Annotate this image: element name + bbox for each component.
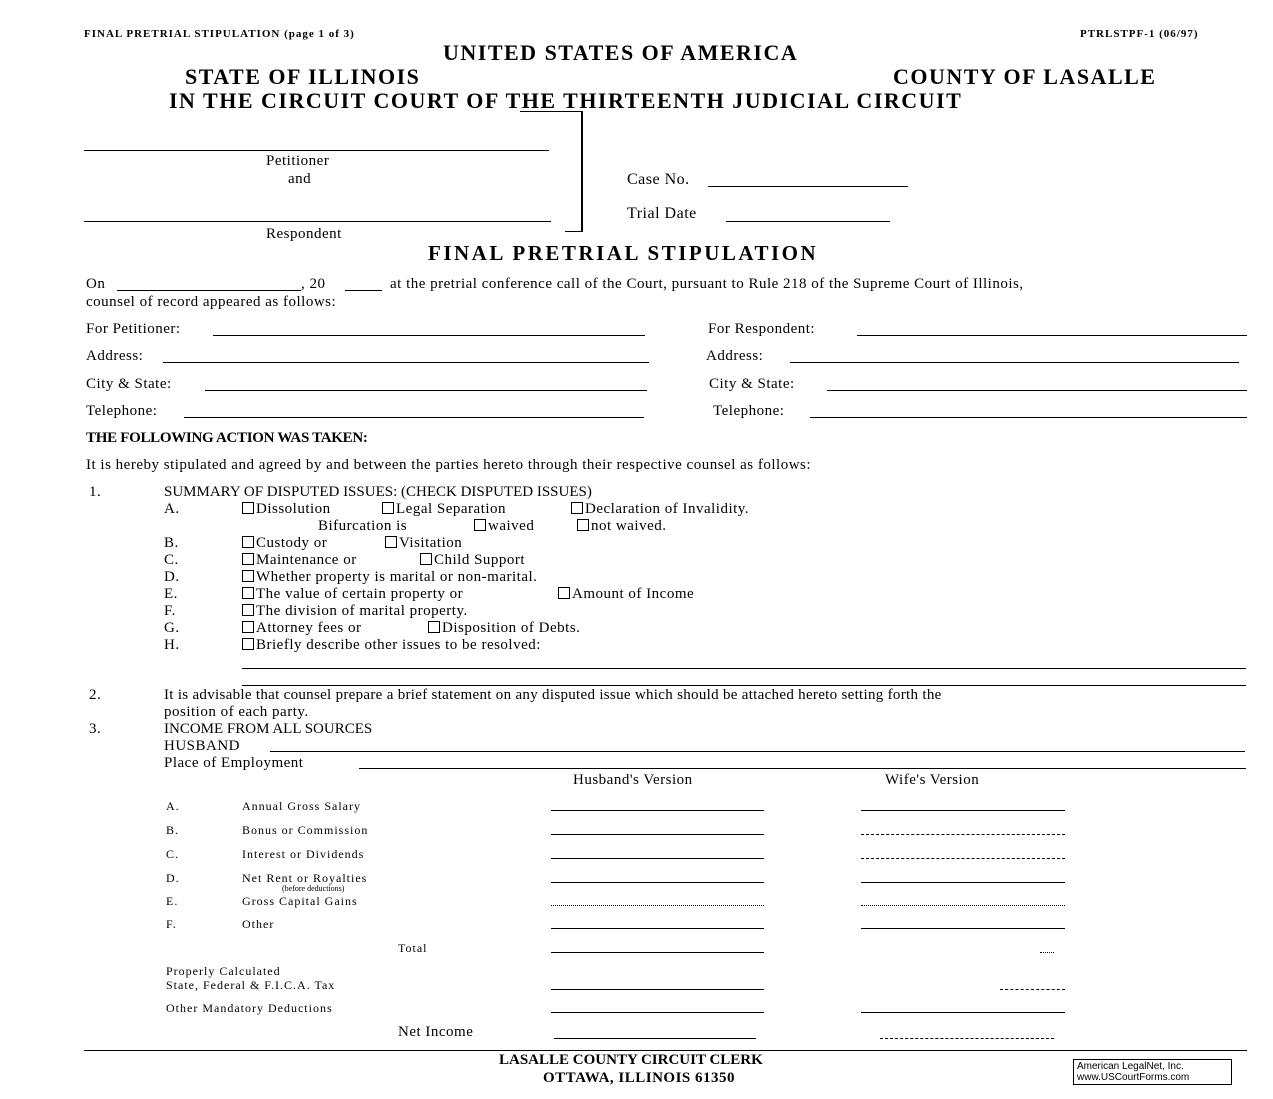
petitioner-label: Petitioner	[266, 153, 330, 169]
husband-label: HUSBAND	[164, 738, 241, 754]
other-mandatory-husband-field[interactable]	[551, 1012, 764, 1013]
legal-separation-option[interactable]: Legal Separation	[382, 501, 506, 518]
petitioner-line[interactable]	[84, 150, 549, 151]
custody-option[interactable]: Custody or	[242, 535, 327, 552]
other-issues-line-2[interactable]	[242, 685, 1246, 686]
county-heading: COUNTY OF LASALLE	[893, 64, 1157, 89]
publisher-badge	[1073, 1059, 1232, 1085]
row-f-wife-field[interactable]	[861, 928, 1065, 929]
amount-of-income-option[interactable]: Amount of Income	[558, 586, 694, 603]
trial-date-label: Trial Date	[627, 205, 697, 222]
checkbox-icon[interactable]	[577, 519, 589, 531]
row-b-label: Bonus or Commission	[242, 823, 369, 837]
checkbox-icon[interactable]	[558, 587, 570, 599]
other-mandatory-wife-field[interactable]	[861, 1012, 1065, 1013]
row-c-label: Interest or Dividends	[242, 847, 365, 861]
husband-field[interactable]	[270, 751, 1245, 752]
letter-a: A.	[164, 501, 180, 517]
intro-on: On	[86, 276, 106, 292]
checkbox-icon[interactable]	[242, 553, 254, 565]
row-a-wife-field[interactable]	[861, 810, 1065, 811]
total-label: Total	[398, 941, 428, 955]
for-respondent-field[interactable]	[857, 335, 1247, 336]
other-mandatory-label: Other Mandatory Deductions	[166, 1001, 333, 1015]
intro-text-2: counsel of record appeared as follows:	[86, 294, 337, 310]
petitioner-city-field[interactable]	[205, 390, 647, 391]
letter-d: D.	[164, 569, 180, 585]
row-f-husband-field[interactable]	[551, 928, 764, 929]
row-a-label: Annual Gross Salary	[242, 799, 361, 813]
publisher-name: American LegalNet, Inc.	[1077, 1061, 1184, 1072]
document-title: FINAL PRETRIAL STIPULATION	[428, 241, 819, 265]
row-b-letter: B.	[166, 823, 180, 837]
footer-clerk: LASALLE COUNTY CIRCUIT CLERK	[499, 1052, 763, 1068]
row-c-husband-field[interactable]	[551, 858, 764, 859]
action-heading: THE FOLLOWING ACTION WAS TAKEN:	[86, 430, 368, 446]
item-2-number: 2.	[89, 687, 102, 703]
petitioner-city-label: City & State:	[86, 376, 172, 392]
stipulated-text: It is hereby stipulated and agreed by and between the parties hereto through their respective counsel as follows:	[86, 457, 812, 473]
checkbox-icon[interactable]	[571, 502, 583, 514]
not-waived-option[interactable]: not waived.	[577, 518, 666, 535]
respondent-label: Respondent	[266, 226, 342, 242]
invalidity-option[interactable]: Declaration of Invalidity.	[571, 501, 749, 518]
dissolution-option[interactable]: Dissolution	[242, 501, 331, 518]
item-3-title: INCOME FROM ALL SOURCES	[164, 721, 373, 737]
and-label: and	[288, 171, 312, 187]
letter-e: E.	[164, 586, 178, 602]
intro-text-1: at the pretrial conference call of the Court, pursuant to Rule 218 of the Supreme Court of Illinois,	[390, 276, 1024, 292]
for-respondent-label: For Respondent:	[708, 321, 816, 337]
total-wife-field[interactable]	[1040, 952, 1054, 953]
letter-g: G.	[164, 620, 180, 636]
row-a-husband-field[interactable]	[551, 810, 764, 811]
row-d-husband-field[interactable]	[551, 882, 764, 883]
respondent-city-label: City & State:	[709, 376, 795, 392]
row-d-letter: D.	[166, 871, 180, 885]
tax-husband-field[interactable]	[551, 989, 764, 990]
row-e-wife-field[interactable]	[861, 905, 1065, 906]
visitation-option[interactable]: Visitation	[385, 535, 462, 552]
total-husband-field[interactable]	[551, 952, 764, 953]
respondent-phone-label: Telephone:	[713, 403, 785, 419]
properly-calc-label-1: Properly Calculated	[166, 964, 281, 978]
petitioner-address-label: Address:	[86, 348, 144, 364]
debts-option[interactable]: Disposition of Debts.	[428, 620, 580, 637]
checkbox-icon[interactable]	[382, 502, 394, 514]
footer-city: OTTAWA, ILLINOIS 61350	[543, 1070, 736, 1086]
intro-year: , 20	[301, 276, 326, 292]
row-e-label: Gross Capital Gains	[242, 894, 358, 908]
date-field[interactable]	[117, 290, 301, 291]
place-employment-field[interactable]	[359, 768, 1246, 769]
row-c-letter: C.	[166, 847, 180, 861]
checkbox-icon[interactable]	[242, 604, 254, 616]
checkbox-icon[interactable]	[242, 536, 254, 548]
letter-c: C.	[164, 552, 179, 568]
respondent-line[interactable]	[84, 221, 551, 222]
checkbox-icon[interactable]	[242, 638, 254, 650]
checkbox-icon[interactable]	[242, 570, 254, 582]
bifurcation-label: Bifurcation is	[318, 518, 408, 534]
letter-b: B.	[164, 535, 179, 551]
trial-date-field[interactable]	[726, 221, 890, 222]
checkbox-icon[interactable]	[474, 519, 486, 531]
maintenance-option[interactable]: Maintenance or	[242, 552, 357, 569]
net-income-label: Net Income	[398, 1024, 474, 1040]
respondent-address-label: Address:	[706, 348, 764, 364]
child-support-option[interactable]: Child Support	[420, 552, 525, 569]
petitioner-phone-label: Telephone:	[86, 403, 158, 419]
wife-version-header: Wife's Version	[885, 772, 980, 788]
row-f-label: Other	[242, 917, 275, 931]
caption-divider	[581, 111, 583, 232]
husband-version-header: Husband's Version	[573, 772, 693, 788]
row-d-label: Net Rent or Royalties	[242, 871, 368, 885]
division-option[interactable]: The division of marital property.	[242, 603, 468, 620]
properly-calc-label-2: State, Federal & F.I.C.A. Tax	[166, 978, 336, 992]
case-no-label: Case No.	[627, 171, 690, 188]
checkbox-icon[interactable]	[385, 536, 397, 548]
item-1-number: 1.	[89, 484, 102, 500]
place-employment-label: Place of Employment	[164, 755, 304, 771]
row-b-wife-field[interactable]	[861, 834, 1065, 835]
item-3-number: 3.	[89, 721, 102, 737]
petitioner-phone-field[interactable]	[184, 417, 644, 418]
respondent-phone-field[interactable]	[810, 417, 1247, 418]
attorney-fees-option[interactable]: Attorney fees or	[242, 620, 361, 637]
marital-property-option[interactable]: Whether property is marital or non-marital.	[242, 569, 537, 586]
before-deductions-note: (before deductions)	[282, 884, 345, 893]
net-income-husband-field[interactable]	[554, 1038, 756, 1039]
year-field[interactable]	[345, 290, 382, 291]
checkbox-icon[interactable]	[242, 621, 254, 633]
footer-rule	[84, 1050, 1247, 1051]
row-d-wife-field[interactable]	[861, 882, 1065, 883]
case-no-field[interactable]	[708, 186, 908, 187]
row-a-letter: A.	[166, 799, 180, 813]
publisher-url: www.USCourtForms.com	[1077, 1072, 1190, 1083]
row-e-letter: E.	[166, 894, 179, 908]
state-heading: STATE OF ILLINOIS	[185, 64, 421, 89]
letter-h: H.	[164, 637, 180, 653]
item-2-text-1: It is advisable that counsel prepare a brief statement on any disputed issue which should be attached hereto setting forth the	[164, 687, 942, 703]
country-heading: UNITED STATES OF AMERICA	[443, 40, 799, 65]
row-b-husband-field[interactable]	[551, 834, 764, 835]
row-c-wife-field[interactable]	[861, 858, 1065, 859]
property-value-option[interactable]: The value of certain property or	[242, 586, 463, 603]
respondent-city-field[interactable]	[827, 390, 1247, 391]
checkbox-icon[interactable]	[420, 553, 432, 565]
checkbox-icon[interactable]	[242, 502, 254, 514]
row-e-husband-field[interactable]	[551, 905, 764, 906]
tax-wife-field[interactable]	[1000, 989, 1065, 990]
form-title: FINAL PRETRIAL STIPULATION (page 1 of 3)	[84, 28, 355, 40]
row-f-letter: F.	[166, 917, 177, 931]
checkbox-icon[interactable]	[242, 587, 254, 599]
waived-option[interactable]: waived	[474, 518, 534, 535]
court-heading: IN THE CIRCUIT COURT OF THE THIRTEENTH JUDICIAL CIRCUIT	[169, 88, 963, 113]
other-issues-option[interactable]: Briefly describe other issues to be resolved:	[242, 637, 541, 654]
caption-bottom-rule	[565, 231, 582, 232]
other-issues-line-1[interactable]	[242, 668, 1246, 669]
item-2-text-2: position of each party.	[164, 704, 309, 720]
net-income-wife-field[interactable]	[880, 1038, 1054, 1039]
form-code: PTRLSTPF-1 (06/97)	[1080, 28, 1199, 40]
checkbox-icon[interactable]	[428, 621, 440, 633]
item-1-title: SUMMARY OF DISPUTED ISSUES: (CHECK DISPUTED ISSUES)	[164, 484, 592, 500]
letter-f: F.	[164, 603, 176, 619]
respondent-address-field[interactable]	[790, 362, 1239, 363]
caption-top-rule	[520, 111, 582, 112]
petitioner-address-field[interactable]	[163, 362, 649, 363]
for-petitioner-label: For Petitioner:	[86, 321, 181, 337]
for-petitioner-field[interactable]	[213, 335, 645, 336]
